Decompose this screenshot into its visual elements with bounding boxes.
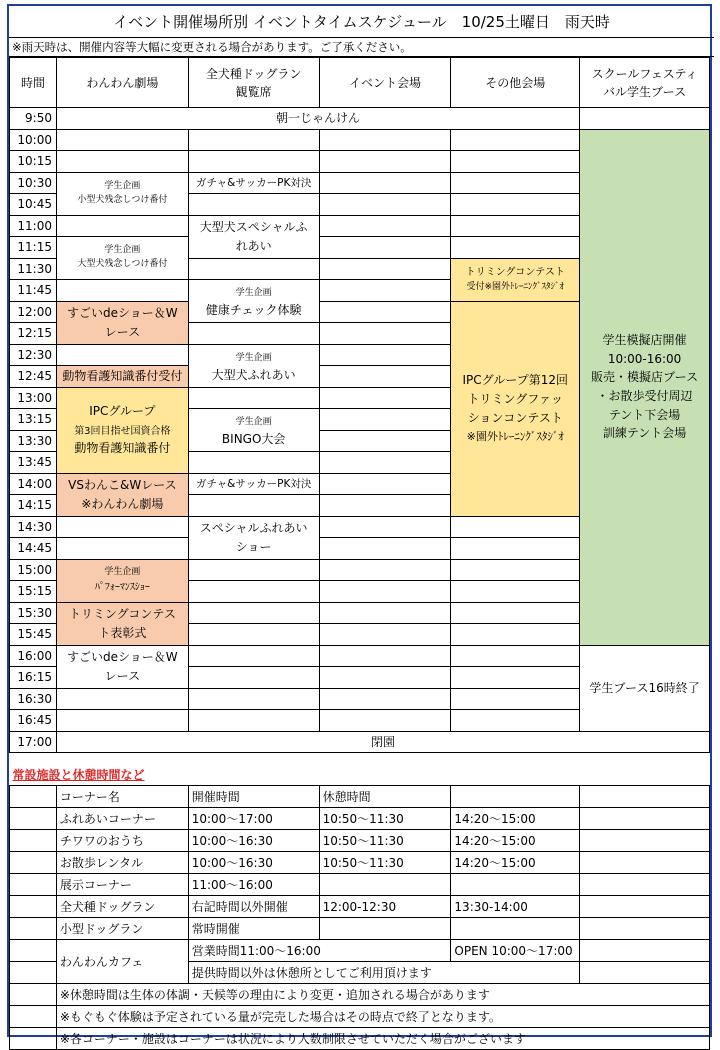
empty-cell [319, 688, 451, 710]
facility-name: わんわんカフェ [56, 940, 188, 984]
empty-cell [188, 151, 319, 173]
facilities-col-break: 休憩時間 [319, 786, 451, 808]
empty-cell [580, 808, 710, 830]
time-cell: 10:30 [10, 172, 57, 194]
facility-hours: 10:00～17:00 [188, 808, 319, 830]
facility-name: 小型ドッグラン [56, 918, 188, 940]
facility-break-1 [319, 918, 451, 940]
time-cell: 9:50 [10, 108, 57, 130]
event-gacha-soccer-2: ガチャ&サッカーPK対決 [188, 473, 319, 495]
header-school-line2: バル学生ブース [603, 84, 687, 99]
empty-cell [319, 323, 451, 345]
empty-cell [319, 602, 451, 624]
empty-cell [56, 280, 188, 302]
empty-cell [188, 667, 319, 689]
event-text: 小型犬残念しつけ番付 [77, 194, 168, 205]
time-cell: 10:15 [10, 151, 57, 173]
empty-cell [451, 559, 580, 581]
empty-cell [319, 237, 451, 259]
facility-row [10, 852, 710, 874]
event-text: 大型犬残念しつけ番付 [77, 259, 168, 269]
empty-cell [319, 559, 451, 581]
event-sugoi-show-1 [56, 301, 188, 344]
facility-hours: 右記時間以外開催 [188, 896, 319, 918]
empty-cell [451, 151, 580, 173]
facility-row [10, 918, 710, 940]
note-1: ※休憩時間は生体の体調・天候等の理由により変更・追加される場合があります [56, 984, 709, 1006]
empty-cell [188, 645, 319, 667]
empty-cell [580, 874, 710, 896]
event-text: 学生企画 [235, 417, 272, 428]
empty-cell [319, 581, 451, 603]
empty-cell [580, 108, 710, 130]
header-dogrun-line1: 全犬種ドッグラン [205, 66, 302, 81]
empty-cell [451, 516, 580, 538]
empty-cell [451, 710, 580, 732]
event-large-dog-special [188, 215, 319, 258]
empty-cell [580, 786, 710, 808]
time-cell: 16:00 [10, 645, 57, 667]
empty-cell [319, 538, 451, 560]
empty-cell [580, 896, 710, 918]
time-cell: 14:15 [10, 495, 57, 517]
time-cell: 13:30 [10, 430, 57, 452]
time-cell: 11:00 [10, 215, 57, 237]
empty-cell [319, 710, 451, 732]
event-park-close: 閉園 [56, 731, 709, 753]
header-other-venue: その他会場 [451, 58, 580, 108]
event-text: レース [104, 668, 141, 683]
event-small-dog-training-rank [56, 172, 188, 215]
event-text: トリミングコンテス [68, 606, 176, 621]
empty-cell [319, 764, 451, 786]
time-cell: 16:30 [10, 688, 57, 710]
time-cell: 11:15 [10, 237, 57, 259]
facility-hours: 10:00～16:30 [188, 830, 319, 852]
header-dogrun [188, 58, 319, 108]
time-cell: 13:00 [10, 387, 57, 409]
event-text: 動物看護知識番付 [74, 441, 171, 456]
empty-cell [188, 323, 319, 345]
empty-cell [451, 786, 580, 808]
event-text: 大型犬スペシャルふ [199, 219, 308, 234]
empty-cell [56, 215, 188, 237]
time-cell: 15:15 [10, 581, 57, 603]
empty-cell [451, 764, 580, 786]
facilities-col-name: コーナー名 [56, 786, 188, 808]
event-text: ※園外ﾄﾚｰﾆﾝｸﾞｽﾀｼﾞｵ [466, 430, 564, 444]
facility-name: 展示コーナー [56, 874, 188, 896]
empty-cell [580, 962, 710, 984]
empty-cell [56, 538, 188, 560]
empty-cell [10, 918, 57, 940]
event-bingo [188, 409, 319, 452]
event-text: BINGO大会 [221, 432, 286, 447]
empty-cell [451, 129, 580, 151]
facilities-table [9, 764, 710, 1050]
facility-break-2: 14:20～15:00 [451, 808, 580, 830]
empty-cell [188, 258, 319, 280]
header-school-line1: スクールフェスティ [591, 66, 698, 81]
empty-cell [451, 688, 580, 710]
empty-cell [319, 473, 451, 495]
event-text: 第3回目指せ国資合格 [74, 425, 171, 437]
event-text: ﾊﾟﾌｫｰﾏﾝｽｼｮｰ [94, 581, 150, 593]
school-text-6: 訓練テント会場 [602, 426, 687, 441]
event-ipc-nursing-rank [56, 387, 188, 473]
empty-cell [451, 237, 580, 259]
event-text: 健康チェック体験 [205, 303, 302, 318]
facility-break-1: 10:50～11:30 [319, 808, 451, 830]
empty-cell [188, 559, 319, 581]
facility-hours: 常時開催 [188, 918, 319, 940]
event-big-dog-fureai [188, 344, 319, 387]
facility-break-1: 10:50～11:30 [319, 852, 451, 874]
empty-cell [10, 786, 57, 808]
empty-cell [580, 940, 710, 962]
facility-break-1: 12:00-12:30 [319, 896, 451, 918]
facilities-heading [10, 764, 320, 786]
event-text: トリミングコンテスト [465, 266, 565, 278]
school-text-5: テント下会場 [608, 407, 681, 422]
header-event-hall: イベント会場 [319, 58, 451, 108]
rain-notice: ※雨天時は、開催内容等大幅に変更される場合があります。ご了承ください。 [9, 38, 714, 57]
time-cell: 13:15 [10, 409, 57, 431]
empty-cell [451, 602, 580, 624]
time-cell: 15:45 [10, 624, 57, 646]
empty-cell [10, 984, 57, 1006]
time-cell: 12:30 [10, 344, 57, 366]
facility-name: 全犬種ドッグラン [56, 896, 188, 918]
event-large-dog-training-rank [56, 237, 188, 280]
event-text: VSわんこ&Wレース [68, 477, 177, 492]
school-text-4: ・お散歩受付周辺 [596, 389, 693, 403]
event-text: 大型犬ふれあい [211, 367, 296, 382]
school-text-2: 10:00-16:00 [607, 351, 682, 366]
time-cell: 13:45 [10, 452, 57, 474]
event-text: 学生企画 [104, 245, 141, 256]
empty-cell [319, 624, 451, 646]
event-text: ※わんわん劇場 [81, 496, 164, 511]
time-cell: 10:00 [10, 129, 57, 151]
event-text: トリミングファッ [467, 391, 563, 406]
empty-cell [188, 688, 319, 710]
header-time: 時間 [10, 58, 57, 108]
event-text: すごいdeショー＆W [67, 305, 178, 320]
empty-cell [319, 430, 451, 452]
event-text: IPCグループ第12回 [462, 373, 568, 388]
empty-cell [319, 409, 451, 431]
time-cell: 11:30 [10, 258, 57, 280]
empty-cell [188, 194, 319, 216]
event-text: レース [104, 324, 141, 339]
event-sugoi-show-2 [56, 645, 188, 688]
event-text: 受付※園外ﾄﾚｰﾆﾝｸﾞｽﾀｼﾞｵ [466, 281, 564, 292]
facility-name: お散歩レンタル [56, 852, 188, 874]
empty-cell [56, 710, 188, 732]
facility-break-1: 10:50～11:30 [319, 830, 451, 852]
facility-row [10, 830, 710, 852]
event-text: 学生企画 [104, 566, 141, 577]
time-cell: 12:45 [10, 366, 57, 388]
empty-cell [451, 538, 580, 560]
event-gacha-soccer-1: ガチャ&サッカーPK対決 [188, 172, 319, 194]
empty-cell [10, 808, 57, 830]
event-text: れあい [235, 238, 272, 253]
schedule-sheet [7, 4, 712, 1046]
empty-cell [188, 602, 319, 624]
event-text: ショー [235, 539, 272, 554]
empty-cell [451, 667, 580, 689]
empty-cell [188, 452, 319, 474]
facility-break-1 [319, 874, 451, 896]
facility-hours: 10:00～16:30 [188, 852, 319, 874]
header-school-booth [580, 58, 710, 108]
event-school-stalls [580, 129, 710, 645]
event-school-booth-end: 学生ブース16時終了 [580, 645, 710, 731]
empty-cell [451, 645, 580, 667]
empty-cell [10, 830, 57, 852]
facility-break-2: 14:20～15:00 [451, 852, 580, 874]
empty-cell [319, 172, 451, 194]
empty-cell [188, 387, 319, 409]
empty-cell [10, 1006, 57, 1028]
event-text: 学生企画 [235, 288, 272, 299]
note-3: ※各コーナー・施設はコーナーは状況により人数制限させていただく場合がございます [56, 1028, 709, 1050]
event-morning-janken: 朝一じゃんけん [56, 108, 579, 130]
facility-row [10, 896, 710, 918]
event-text: IPCグループ [89, 404, 156, 419]
empty-cell [10, 1028, 57, 1050]
empty-cell [10, 852, 57, 874]
empty-cell [580, 830, 710, 852]
empty-cell [188, 581, 319, 603]
school-text-1: 学生模擬店開催 [602, 333, 687, 348]
time-cell: 15:00 [10, 559, 57, 581]
empty-cell [56, 129, 188, 151]
empty-cell [451, 172, 580, 194]
facility-break-2: 14:20～15:00 [451, 830, 580, 852]
event-text: すごいdeショー＆W [67, 649, 178, 664]
time-cell: 14:00 [10, 473, 57, 495]
time-cell: 12:15 [10, 323, 57, 345]
empty-cell [56, 516, 188, 538]
facility-row [10, 874, 710, 896]
time-cell: 12:00 [10, 301, 57, 323]
empty-cell [451, 215, 580, 237]
time-cell: 17:00 [10, 731, 57, 753]
facilities-col-hours: 開催時間 [188, 786, 319, 808]
empty-cell [188, 710, 319, 732]
empty-cell [188, 495, 319, 517]
facility-open: OPEN 10:00～17:00 [451, 940, 580, 962]
facility-hours: 営業時間11:00～16:00 [188, 940, 451, 962]
schedule-table [9, 57, 710, 753]
empty-cell [56, 344, 188, 366]
time-cell: 10:45 [10, 194, 57, 216]
empty-cell [580, 852, 710, 874]
empty-cell [10, 962, 57, 984]
event-trimming-reception [451, 258, 580, 301]
event-text: 学生企画 [104, 180, 141, 191]
empty-cell [319, 215, 451, 237]
facility-name: チワワのおうち [56, 830, 188, 852]
empty-cell [188, 129, 319, 151]
facility-row [10, 808, 710, 830]
header-wanwan-theater: わんわん劇場 [56, 58, 188, 108]
empty-cell [451, 581, 580, 603]
header-dogrun-line2: 観覧席 [235, 84, 272, 99]
time-cell: 15:30 [10, 602, 57, 624]
empty-cell [319, 645, 451, 667]
event-nurse-reception: 動物看護知識番付受付 [56, 366, 188, 388]
empty-cell [319, 516, 451, 538]
event-text: スペシャルふれあい [199, 520, 308, 535]
empty-cell [56, 688, 188, 710]
facility-hours: 11:00～16:00 [188, 874, 319, 896]
facility-row-cafe [10, 940, 710, 962]
empty-cell [188, 624, 319, 646]
empty-cell [10, 940, 57, 962]
event-text: ト表彰式 [98, 625, 147, 640]
empty-cell [10, 896, 57, 918]
empty-cell [319, 495, 451, 517]
time-cell: 16:15 [10, 667, 57, 689]
empty-cell [319, 366, 451, 388]
empty-cell [319, 387, 451, 409]
event-text: 学生企画 [235, 352, 272, 363]
facility-break-2 [451, 874, 580, 896]
school-text-3: 販売・模擬店ブース [591, 370, 699, 385]
empty-cell [319, 280, 451, 302]
empty-cell [319, 301, 451, 323]
event-performance-show [56, 559, 188, 602]
event-trimming-award [56, 602, 188, 645]
facility-break-2: 13:30-14:00 [451, 896, 580, 918]
time-cell: 16:45 [10, 710, 57, 732]
empty-cell [580, 918, 710, 940]
empty-cell [10, 874, 57, 896]
time-cell: 11:45 [10, 280, 57, 302]
facility-cafe-note: 提供時間以外は休憩所としてご利用頂けます [188, 962, 580, 984]
time-cell: 14:30 [10, 516, 57, 538]
empty-cell [451, 194, 580, 216]
empty-cell [319, 258, 451, 280]
empty-cell [319, 151, 451, 173]
empty-cell [319, 129, 451, 151]
event-vs-wanko-race [56, 473, 188, 516]
empty-cell [56, 151, 188, 173]
empty-cell [580, 764, 710, 786]
event-health-check [188, 280, 319, 323]
empty-cell [451, 624, 580, 646]
facility-name: ふれあいコーナー [56, 808, 188, 830]
note-2: ※もぐもぐ体験は予定されている量が完売した場合はその時点で終了となります。 [56, 1006, 709, 1028]
facilities-heading-text: 常設施設と休憩時間など [12, 768, 145, 782]
empty-cell [319, 344, 451, 366]
empty-cell [319, 452, 451, 474]
event-special-fureai-show [188, 516, 319, 559]
page-title: イベント開催場所別 イベントタイムスケジュール 10/25土曜日 雨天時 [9, 6, 714, 38]
empty-cell [319, 194, 451, 216]
event-text: ションコンテスト [467, 410, 563, 425]
empty-cell [319, 667, 451, 689]
facility-break-2 [451, 918, 580, 940]
time-cell: 14:45 [10, 538, 57, 560]
event-ipc-trimming-contest [451, 301, 580, 516]
